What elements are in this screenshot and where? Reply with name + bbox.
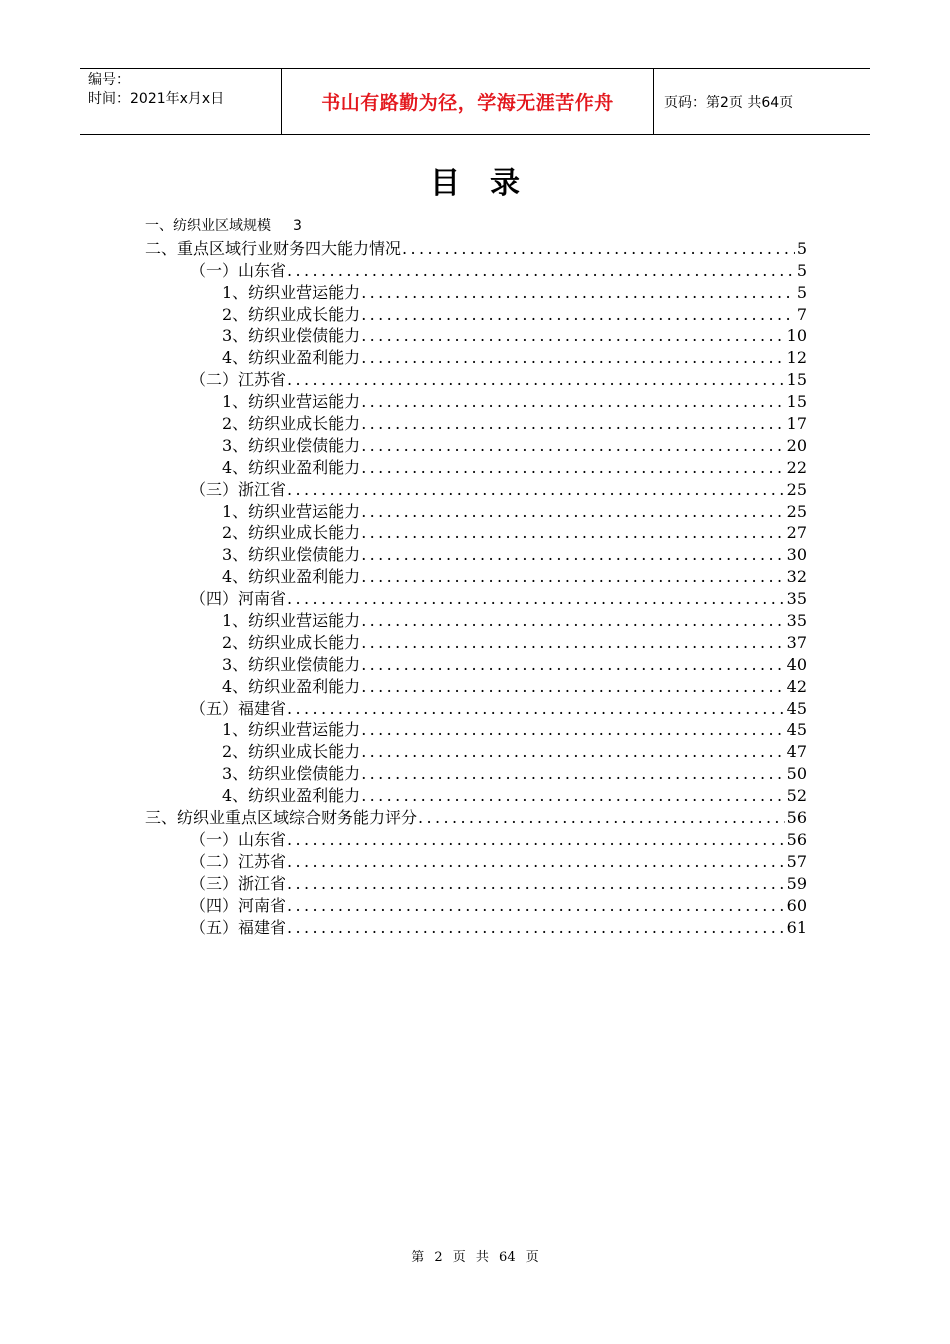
toc-entry-page-number: 32 [786,567,807,587]
toc-entry[interactable] [145,763,807,785]
toc-entry[interactable] [145,610,807,632]
toc-entry-page-number: 60 [786,895,807,915]
toc-entry[interactable] [145,698,807,720]
toc-entry-page-number: 37 [786,632,807,652]
toc-entry[interactable] [145,282,807,304]
toc-entry-page-number: 61 [786,917,807,937]
toc-leader-dots [361,435,784,457]
toc-entry-page-number: 47 [786,742,807,762]
toc-entry-page-number: 45 [786,698,807,718]
toc-entry[interactable] [145,741,807,763]
page-title: 目录 [430,166,550,201]
toc-entry-label: 3、纺织业偿债能力 [222,435,361,455]
toc-entry-label: 3、纺织业偿债能力 [222,545,361,565]
toc-leader-dots [361,457,784,479]
toc-leader-dots [418,807,785,829]
toc-leader-dots [361,719,784,741]
toc-leader-dots [361,391,784,413]
toc-entry-label: （二）江苏省 [190,851,287,871]
toc-entry-label: 1、纺织业营运能力 [222,501,361,521]
toc-leader-dots [361,763,784,785]
toc-entry-page-number: 45 [786,720,807,740]
toc-entry-label: 4、纺织业盈利能力 [222,676,361,696]
toc-entry-page-number: 59 [786,873,807,893]
toc-leader-dots [361,325,784,347]
toc-entry-label: 2、纺织业成长能力 [222,304,361,324]
toc-entry-page-number: 30 [786,545,807,565]
toc-entry-label: （四）河南省 [190,589,287,609]
toc-entry[interactable] [145,807,807,829]
toc-entry-label: （一）山东省 [190,260,287,280]
toc-entry-page-number: 22 [786,457,807,477]
toc-entry[interactable] [145,522,807,544]
toc-entry[interactable] [145,216,807,238]
toc-entry-page-number: 15 [786,370,807,390]
toc-entry[interactable] [145,588,807,610]
toc-entry[interactable] [145,347,807,369]
toc-entry-label: （三）浙江省 [190,873,287,893]
toc-leader-dots [287,260,795,282]
toc-leader-dots [361,566,784,588]
toc-leader-dots [361,282,795,304]
toc-entry[interactable] [145,238,807,260]
toc-entry-label: （四）河南省 [190,895,287,915]
toc-entry-page-number: 52 [786,786,807,806]
toc-entry-page-number: 7 [796,304,807,324]
toc-entry-label: 4、纺织业盈利能力 [222,567,361,587]
toc-entry-page-number: 5 [796,282,807,302]
toc-entry-label: （五）福建省 [190,917,287,937]
toc-entry-label: 2、纺织业成长能力 [222,742,361,762]
toc-entry-page-number: 50 [786,764,807,784]
toc-entry[interactable] [145,632,807,654]
toc-leader-dots [361,676,784,698]
toc-entry-page-number: 57 [786,851,807,871]
toc-entry-label: 1、纺织业营运能力 [222,720,361,740]
toc-entry-page-number: 56 [786,808,807,828]
toc-entry-label: 一、纺织业区域规模 [145,218,271,234]
toc-entry[interactable] [145,829,807,851]
toc-entry-label: 1、纺织业营运能力 [222,392,361,412]
toc-entry-label: 三、纺织业重点区域综合财务能力评分 [145,808,418,828]
toc-entry[interactable] [145,566,807,588]
toc-entry-page-number: 40 [786,654,807,674]
toc-entry-page-number: 42 [786,676,807,696]
toc-entry[interactable] [145,457,807,479]
page-footer: 第 2 页 共 64 页 [411,1250,539,1265]
toc-entry-label: 4、纺织业盈利能力 [222,786,361,806]
toc-entry[interactable] [145,676,807,698]
toc-entry[interactable] [145,873,807,895]
toc-entry-page-number: 56 [786,829,807,849]
toc-leader-dots [287,829,785,851]
toc-entry-page-number: 12 [786,348,807,368]
toc-entry-label: 3、纺织业偿债能力 [222,764,361,784]
toc-leader-dots [361,632,784,654]
toc-entry[interactable] [145,654,807,676]
toc-entry-label: （五）福建省 [190,698,287,718]
toc-leader-dots [361,501,784,523]
toc-entry[interactable] [145,501,807,523]
toc-entry[interactable] [145,851,807,873]
toc-entry-page-number: 5 [796,238,807,258]
toc-entry-page-number: 15 [786,392,807,412]
toc-leader-dots [361,544,784,566]
toc-entry-label: 4、纺织业盈利能力 [222,457,361,477]
toc-entry-label: 3、纺织业偿债能力 [222,326,361,346]
toc-leader-dots [361,610,784,632]
toc-entry[interactable] [145,413,807,435]
toc-entry-label: （一）山东省 [190,829,287,849]
toc-leader-dots [287,479,785,501]
page-header [80,68,870,135]
document-number-label: 编号： [88,72,130,88]
toc-entry[interactable] [145,479,807,501]
toc-leader-dots [287,851,785,873]
toc-entry-label: 1、纺织业营运能力 [222,282,361,302]
toc-entry-label: 1、纺织业营运能力 [222,611,361,631]
toc-entry[interactable] [145,325,807,347]
toc-entry-page-number: 35 [786,589,807,609]
toc-entry-page-number: 27 [786,523,807,543]
toc-entry-label: （二）江苏省 [190,370,287,390]
toc-entry[interactable] [145,917,807,939]
toc-entry[interactable] [145,304,807,326]
toc-leader-dots [287,698,785,720]
toc-entry-page-number: 17 [786,414,807,434]
toc-entry[interactable] [145,895,807,917]
toc-leader-dots [287,917,785,939]
toc-leader-dots [287,369,785,391]
toc-leader-dots [361,347,784,369]
toc-leader-dots [361,654,784,676]
table-of-contents [145,216,807,938]
toc-entry-page-number: 20 [786,435,807,455]
header-motto: 书山有路勤为径，学海无涯苦作舟 [282,69,654,134]
toc-entry-label: 2、纺织业成长能力 [222,632,361,652]
header-meta [80,69,282,134]
toc-leader-dots [402,238,795,260]
header-page-info: 页码：第2页 共64页 [664,94,794,111]
toc-entry-label: 二、重点区域行业财务四大能力情况 [145,238,402,258]
toc-entry[interactable] [145,435,807,457]
toc-leader-dots [361,413,784,435]
toc-leader-dots [361,741,784,763]
toc-entry[interactable] [145,391,807,413]
toc-entry-label: 2、纺织业成长能力 [222,414,361,434]
toc-entry[interactable] [145,544,807,566]
toc-entry-page-number: 5 [796,260,807,280]
toc-leader-dots [361,785,784,807]
toc-entry-label: （三）浙江省 [190,479,287,499]
toc-entry[interactable] [145,785,807,807]
toc-entry-label: 2、纺织业成长能力 [222,523,361,543]
toc-leader-dots [361,522,784,544]
toc-entry-label: 3、纺织业偿债能力 [222,654,361,674]
toc-leader-dots [361,304,795,326]
toc-leader-dots [287,873,785,895]
toc-leader-dots [287,895,785,917]
toc-entry[interactable] [145,719,807,741]
toc-entry-page-number: 25 [786,479,807,499]
toc-leader-dots [287,588,785,610]
toc-entry[interactable] [145,369,807,391]
toc-entry-page-number: 35 [786,611,807,631]
toc-entry-page-number: 10 [786,326,807,346]
toc-entry-label: 4、纺织业盈利能力 [222,348,361,368]
toc-entry[interactable] [145,260,807,282]
document-date: 时间：2021年x月x日 [88,91,225,107]
toc-entry-page-number: 25 [786,501,807,521]
toc-entry-page-number: 3 [293,218,302,234]
